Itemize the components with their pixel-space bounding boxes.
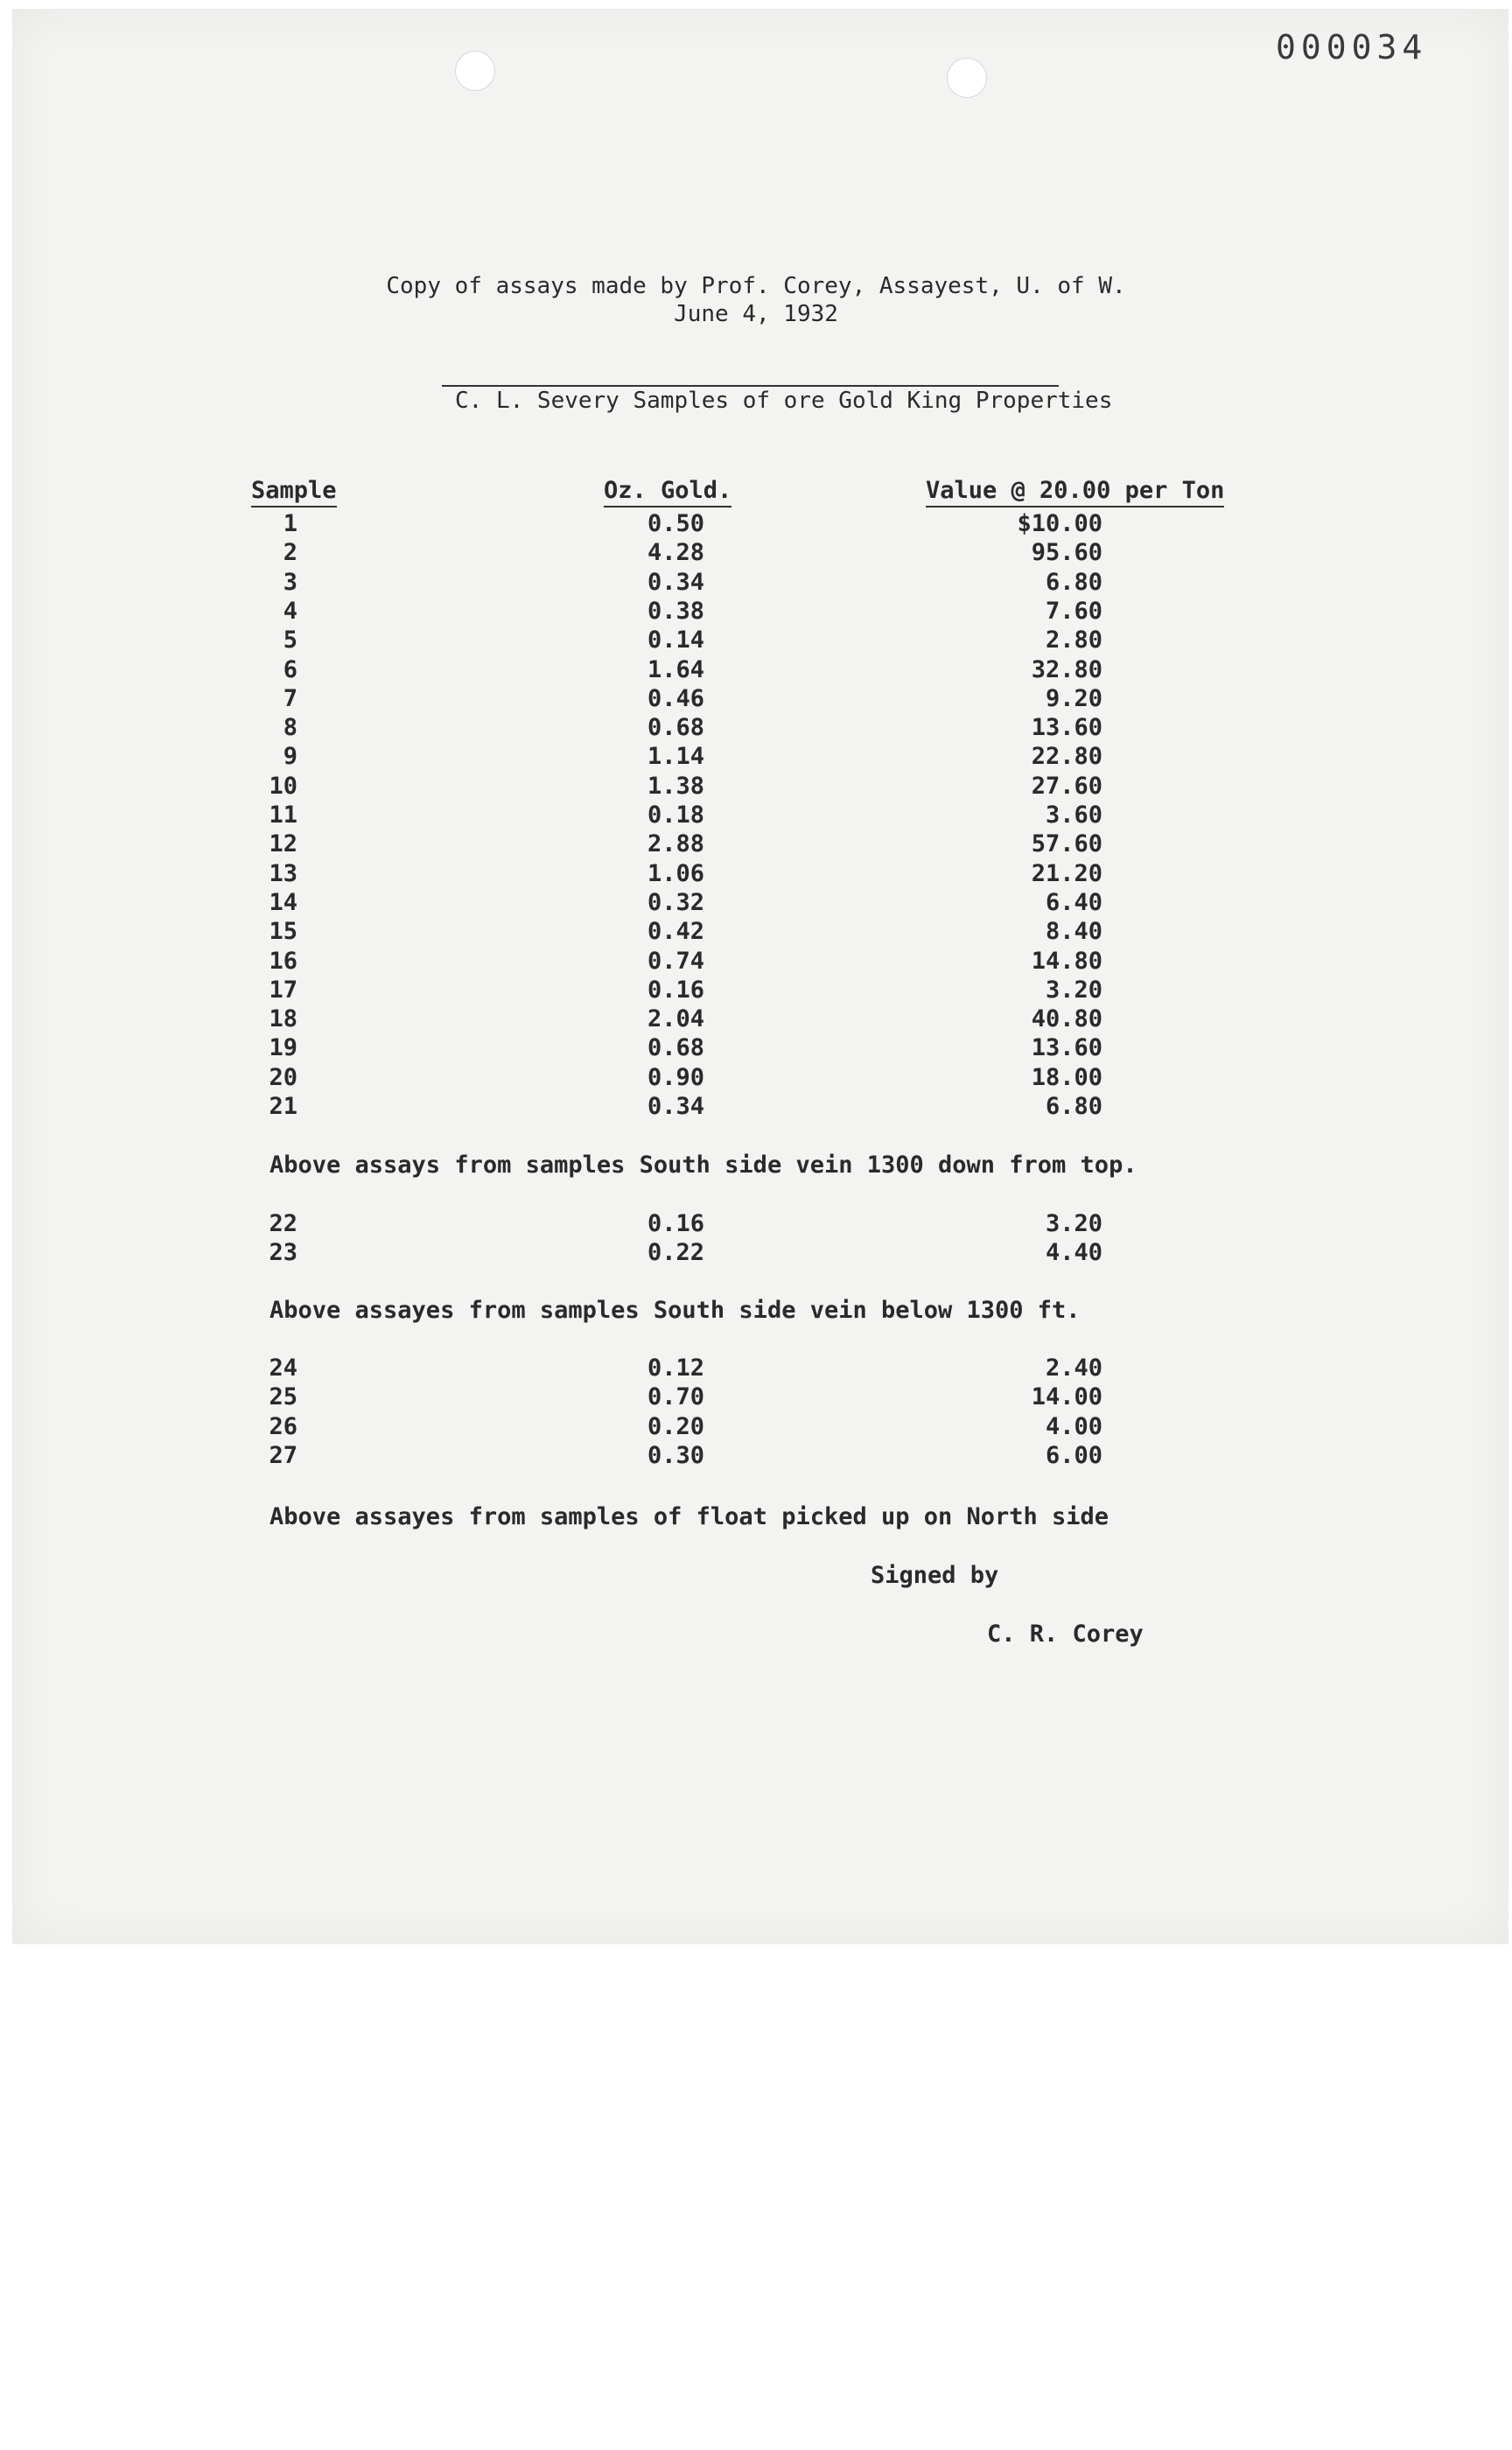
table-row — [0, 830, 1512, 859]
ore-value: 6.80 — [1045, 568, 1102, 596]
table-row — [0, 743, 1512, 772]
table-row — [0, 1093, 1512, 1122]
column-header-sample: Sample — [251, 477, 337, 508]
sample-number: 15 — [269, 918, 298, 946]
gold-ounces: 0.46 — [647, 684, 704, 712]
table-row — [0, 656, 1512, 685]
table-subtitle: C. L. Severy Samples of ore Gold King Properties — [455, 388, 1113, 414]
ore-value: 6.00 — [1045, 1441, 1102, 1469]
sample-number: 6 — [283, 655, 298, 683]
table-row — [0, 1239, 1512, 1268]
table-row — [0, 714, 1512, 743]
ore-value: 13.60 — [1031, 1034, 1102, 1062]
table-row — [0, 598, 1512, 626]
table-row — [0, 626, 1512, 655]
group-note: Above assayes from samples South side vein below 1300 ft. — [270, 1297, 1081, 1324]
gold-ounces: 1.64 — [647, 655, 704, 683]
ore-value: 22.80 — [1031, 743, 1102, 771]
sample-number: 17 — [269, 976, 298, 1004]
table-row — [0, 539, 1512, 568]
table-row — [0, 1210, 1512, 1239]
gold-ounces: 0.16 — [647, 976, 704, 1004]
sample-number: 5 — [283, 626, 298, 654]
ore-value: 40.80 — [1031, 1005, 1102, 1033]
gold-ounces: 0.68 — [647, 1034, 704, 1062]
gold-ounces: 0.34 — [647, 1093, 704, 1120]
signer-name: C. R. Corey — [987, 1620, 1144, 1648]
gold-ounces: 2.04 — [647, 1005, 704, 1033]
table-row — [0, 510, 1512, 539]
sample-number: 11 — [269, 802, 298, 829]
sample-number: 21 — [269, 1093, 298, 1120]
table-row — [0, 685, 1512, 714]
sample-number: 10 — [269, 772, 298, 800]
table-row — [0, 976, 1512, 1005]
ore-value: 18.00 — [1031, 1063, 1102, 1091]
ore-value: 4.40 — [1045, 1239, 1102, 1267]
ore-value: 4.00 — [1045, 1412, 1102, 1440]
table-row — [0, 1383, 1512, 1412]
gold-ounces: 0.74 — [647, 947, 704, 975]
ore-value: 2.40 — [1045, 1354, 1102, 1382]
gold-ounces: 1.38 — [647, 772, 704, 800]
gold-ounces: 0.50 — [647, 510, 704, 537]
heading-line-1: Copy of assays made by Prof. Corey, Assayest, U. of W. — [386, 273, 1126, 299]
document-number-stamp: 000034 — [1276, 28, 1428, 66]
gold-ounces: 0.42 — [647, 918, 704, 946]
ore-value: 3.20 — [1045, 976, 1102, 1004]
ore-value: 14.80 — [1031, 947, 1102, 975]
gold-ounces: 0.18 — [647, 802, 704, 829]
gold-ounces: 0.68 — [647, 714, 704, 742]
table-row — [0, 1354, 1512, 1383]
sample-number: 9 — [283, 743, 298, 771]
signed-by-label: Signed by — [871, 1562, 999, 1589]
gold-ounces: 0.22 — [647, 1239, 704, 1267]
sample-number: 8 — [283, 714, 298, 742]
table-row — [0, 1442, 1512, 1471]
gold-ounces: 0.38 — [647, 597, 704, 625]
ore-value: 2.80 — [1045, 626, 1102, 654]
gold-ounces: 0.30 — [647, 1441, 704, 1469]
sample-number: 22 — [269, 1210, 298, 1237]
column-header-value: Value @ 20.00 per Ton — [926, 477, 1224, 508]
ore-value: 6.80 — [1045, 1093, 1102, 1120]
gold-ounces: 0.20 — [647, 1412, 704, 1440]
ore-value: $10.00 — [1017, 510, 1102, 537]
table-row — [0, 802, 1512, 830]
column-header-gold: Oz. Gold. — [604, 477, 732, 508]
sample-number: 4 — [283, 597, 298, 625]
ore-value: 95.60 — [1031, 539, 1102, 567]
gold-ounces: 0.32 — [647, 888, 704, 916]
gold-ounces: 0.90 — [647, 1063, 704, 1091]
sample-number: 27 — [269, 1441, 298, 1469]
ore-value: 8.40 — [1045, 918, 1102, 946]
gold-ounces: 0.70 — [647, 1383, 704, 1411]
sample-number: 13 — [269, 859, 298, 887]
ore-value: 7.60 — [1045, 597, 1102, 625]
table-row — [0, 860, 1512, 889]
gold-ounces: 1.06 — [647, 859, 704, 887]
table-row — [0, 1413, 1512, 1442]
ore-value: 3.20 — [1045, 1210, 1102, 1237]
sample-number: 23 — [269, 1239, 298, 1267]
sample-number: 14 — [269, 888, 298, 916]
sample-number: 26 — [269, 1412, 298, 1440]
ore-value: 9.20 — [1045, 684, 1102, 712]
punch-hole-right — [947, 58, 987, 98]
subtitle-rule — [442, 385, 1059, 387]
gold-ounces: 0.12 — [647, 1354, 704, 1382]
sample-number: 7 — [283, 684, 298, 712]
sample-number: 18 — [269, 1005, 298, 1033]
gold-ounces: 0.16 — [647, 1210, 704, 1237]
sample-number: 20 — [269, 1063, 298, 1091]
sample-number: 3 — [283, 568, 298, 596]
table-row — [0, 948, 1512, 976]
ore-value: 27.60 — [1031, 772, 1102, 800]
sample-number: 19 — [269, 1034, 298, 1062]
group-note: Above assayes from samples of float picked up on North side — [270, 1503, 1110, 1530]
gold-ounces: 0.14 — [647, 626, 704, 654]
ore-value: 32.80 — [1031, 655, 1102, 683]
ore-value: 57.60 — [1031, 830, 1102, 858]
table-row — [0, 1005, 1512, 1034]
ore-value: 13.60 — [1031, 714, 1102, 742]
table-row — [0, 889, 1512, 918]
sample-number: 25 — [269, 1383, 298, 1411]
gold-ounces: 1.14 — [647, 743, 704, 771]
gold-ounces: 2.88 — [647, 830, 704, 858]
table-row — [0, 1064, 1512, 1093]
heading-date: June 4, 1932 — [674, 301, 838, 327]
sample-number: 12 — [269, 830, 298, 858]
gold-ounces: 4.28 — [647, 539, 704, 567]
ore-value: 6.40 — [1045, 888, 1102, 916]
sample-number: 16 — [269, 947, 298, 975]
ore-value: 3.60 — [1045, 802, 1102, 829]
sample-number: 24 — [269, 1354, 298, 1382]
group-note: Above assays from samples South side vein 1300 down from top. — [270, 1152, 1138, 1179]
table-row — [0, 773, 1512, 802]
table-row — [0, 569, 1512, 598]
table-row — [0, 1034, 1512, 1063]
sample-number: 2 — [283, 539, 298, 567]
sample-number: 1 — [283, 510, 298, 537]
punch-hole-left — [455, 51, 495, 91]
gold-ounces: 0.34 — [647, 568, 704, 596]
ore-value: 21.20 — [1031, 859, 1102, 887]
table-row — [0, 918, 1512, 947]
ore-value: 14.00 — [1031, 1383, 1102, 1411]
